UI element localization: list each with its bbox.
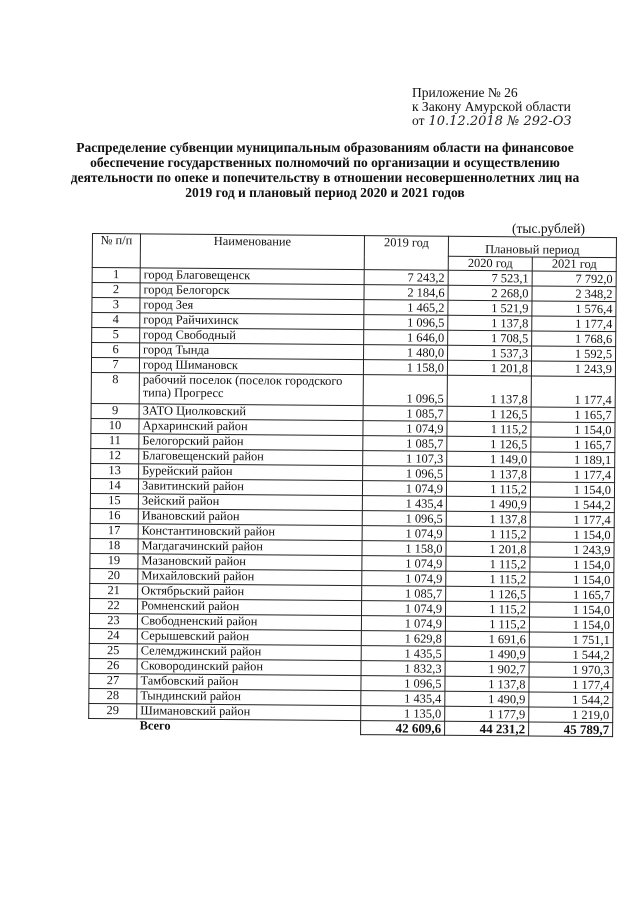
row-value-2020: 1 490,9	[446, 496, 530, 512]
row-value-2021: 1 154,0	[530, 572, 614, 588]
row-number: 28	[89, 688, 137, 703]
row-name: Шимановский район	[137, 704, 361, 721]
row-value-2021: 1 177,4	[529, 677, 613, 693]
row-value-2021: 1 154,0	[529, 602, 613, 618]
row-number: 22	[90, 598, 138, 613]
row-value-2019: 1 085,7	[363, 406, 447, 422]
row-value-2021: 1 154,0	[530, 557, 614, 573]
table-body	[89, 268, 617, 737]
row-name: Октябрьский район	[138, 584, 362, 601]
row-value-2020: 1 115,2	[446, 526, 530, 542]
row-value-2021: 1 177,4	[532, 316, 616, 332]
appendix-line-2: к Закону Амурской области	[412, 99, 571, 114]
row-value-2020: 1 126,5	[447, 406, 531, 422]
row-name: город Шимановск	[139, 358, 363, 375]
row-name: Сковородинский район	[137, 659, 361, 676]
row-value-2019: 1 074,9	[362, 481, 446, 497]
row-name: Благовещенский район	[139, 449, 363, 466]
row-value-2021: 1 154,0	[530, 482, 614, 498]
row-value-2019: 1 832,3	[361, 661, 445, 677]
row-value-2021: 1 576,4	[532, 301, 616, 317]
row-name: Селемджинский район	[137, 644, 361, 661]
subvention-table	[88, 233, 617, 737]
row-name: город Зея	[140, 298, 364, 315]
row-value-2021: 1 219,0	[529, 707, 613, 723]
handwritten-date-number: 10.12.2018 № 292-ОЗ	[428, 114, 572, 129]
row-value-2021: 2 348,2	[532, 286, 616, 302]
row-number: 4	[92, 313, 140, 328]
header-number: № п/п	[92, 234, 140, 268]
row-value-2019: 1 096,5	[362, 511, 446, 527]
total-row	[89, 718, 613, 736]
row-value-2021: 1 189,1	[531, 452, 615, 468]
row-number: 7	[91, 358, 139, 373]
appendix-note	[412, 86, 571, 129]
row-name: Белогорский район	[139, 434, 363, 451]
appendix-prefix: от	[412, 113, 425, 128]
total-value-2021: 45 789,7	[529, 722, 613, 737]
appendix-line-3	[412, 114, 571, 129]
row-value-2019: 1 074,9	[362, 571, 446, 587]
row-value-2020: 1 149,0	[447, 451, 531, 467]
total-empty-cell	[89, 718, 137, 732]
row-value-2020: 1 115,2	[446, 571, 530, 587]
row-number: 1	[92, 268, 140, 283]
row-name: Серышевский район	[137, 629, 361, 646]
row-number: 11	[91, 433, 139, 448]
row-number: 20	[90, 568, 138, 583]
row-number: 16	[90, 508, 138, 523]
row-value-2020: 1 537,3	[448, 345, 532, 361]
total-label: Всего	[137, 719, 361, 735]
row-name: Михайловский район	[138, 569, 362, 586]
units-label: (тыс.рублей)	[512, 221, 585, 236]
row-value-2019: 1 096,5	[361, 676, 445, 692]
row-value-2021: 1 177,4	[530, 512, 614, 528]
header-2021: 2021 год	[532, 257, 616, 272]
row-value-2019: 1 085,7	[363, 436, 447, 452]
row-number: 9	[91, 403, 139, 418]
row-name: Ромненский район	[138, 599, 362, 616]
row-value-2019: 1 646,0	[364, 330, 448, 346]
row-number: 24	[89, 628, 137, 643]
row-value-2019: 1 629,8	[361, 631, 445, 647]
row-value-2021: 1 592,5	[532, 346, 616, 362]
row-number: 13	[91, 463, 139, 478]
row-value-2020: 7 523,1	[448, 270, 532, 286]
row-value-2021: 1 154,0	[530, 527, 614, 543]
row-value-2020: 1 115,2	[447, 421, 531, 437]
row-name: Свободненский район	[137, 614, 361, 631]
row-name: город Тында	[140, 343, 364, 360]
row-value-2021: 1 165,7	[530, 587, 614, 603]
row-number: 29	[89, 703, 137, 718]
row-name: Мазановский район	[138, 554, 362, 571]
row-value-2019: 1 158,0	[363, 360, 447, 376]
row-value-2020: 1 137,8	[448, 315, 532, 331]
row-value-2021: 1 154,0	[531, 422, 615, 438]
row-value-2021: 1 243,9	[531, 361, 615, 377]
row-name: город Свободный	[140, 328, 364, 345]
row-value-2021: 1 544,2	[529, 692, 613, 708]
row-name: город Райчихинск	[140, 313, 364, 330]
document-title: Распределение субвенции муниципальным образованиям области на финансовое обеспечение государственных полномочий по организации и осуществлению деятельности по опеке и попечительству в отношении несовершеннолетних лиц на 2019 год и плановый период 2020 и 2021 годов	[70, 140, 580, 200]
row-value-2019: 1 096,5	[363, 466, 447, 482]
row-value-2019: 1 435,5	[361, 646, 445, 662]
row-value-2020: 1 137,8	[447, 466, 531, 482]
row-number: 3	[92, 298, 140, 313]
row-value-2020: 1 115,2	[446, 556, 530, 572]
row-value-2021: 1 165,7	[531, 407, 615, 423]
row-value-2021: 1 165,7	[531, 437, 615, 453]
row-value-2020: 1 521,9	[448, 300, 532, 316]
row-number: 8	[91, 372, 139, 403]
row-name: рабочий поселок (поселок городского типа) Прогресс	[139, 373, 363, 406]
header-2020: 2020 год	[448, 256, 532, 271]
row-value-2021: 1 768,6	[532, 331, 616, 347]
row-name: Архаринский район	[139, 419, 363, 436]
row-number: 2	[92, 283, 140, 298]
row-value-2019: 1 074,9	[362, 556, 446, 572]
row-number: 12	[91, 448, 139, 463]
row-name: Тамбовский район	[137, 674, 361, 691]
row-value-2021: 1 970,3	[529, 662, 613, 678]
row-value-2020: 1 490,9	[445, 646, 529, 662]
row-value-2019: 1 074,9	[361, 616, 445, 632]
row-value-2019: 1 107,3	[363, 451, 447, 467]
row-value-2019: 7 243,2	[364, 270, 448, 286]
row-value-2020: 1 490,9	[445, 691, 529, 707]
row-value-2019: 1 480,0	[364, 345, 448, 361]
header-2019: 2019 год	[364, 236, 448, 271]
row-value-2019: 1 074,9	[362, 526, 446, 542]
row-name: Завитинский район	[138, 479, 362, 496]
row-value-2019: 1 074,9	[363, 421, 447, 437]
row-value-2020: 1 126,5	[447, 436, 531, 452]
row-number: 5	[92, 328, 140, 343]
row-value-2019: 1 096,5	[363, 375, 447, 407]
row-number: 25	[89, 643, 137, 658]
row-number: 27	[89, 673, 137, 688]
row-name: город Благовещенск	[140, 268, 364, 285]
row-value-2020: 1 691,6	[445, 631, 529, 647]
row-value-2020: 1 126,5	[446, 586, 530, 602]
row-number: 18	[90, 538, 138, 553]
row-number: 26	[89, 658, 137, 673]
header-name: Наименование	[140, 234, 364, 270]
row-value-2019: 1 135,0	[361, 706, 445, 722]
row-value-2019: 1 074,9	[362, 601, 446, 617]
row-value-2019: 2 184,6	[364, 285, 448, 301]
row-number: 23	[89, 613, 137, 628]
row-value-2021: 1 154,0	[529, 617, 613, 633]
row-name: Зейский район	[138, 494, 362, 511]
row-value-2020: 1 115,2	[446, 481, 530, 497]
row-value-2020: 1 201,8	[446, 541, 530, 557]
table-row	[91, 372, 615, 407]
row-number: 19	[90, 553, 138, 568]
row-value-2019: 1 096,5	[364, 315, 448, 331]
row-number: 21	[90, 583, 138, 598]
row-value-2020: 1 137,8	[445, 676, 529, 692]
header-planned-period: Плановый период	[448, 236, 616, 257]
row-number: 15	[90, 493, 138, 508]
row-value-2021: 1 177,4	[531, 467, 615, 483]
row-value-2020: 1 137,8	[446, 511, 530, 527]
row-number: 10	[91, 418, 139, 433]
row-value-2021: 1 544,2	[529, 647, 613, 663]
row-value-2019: 1 465,2	[364, 300, 448, 316]
row-value-2020: 2 268,0	[448, 285, 532, 301]
row-name: Ивановский район	[138, 509, 362, 526]
row-value-2020: 1 902,7	[445, 661, 529, 677]
row-value-2020: 1 708,5	[448, 330, 532, 346]
row-value-2021: 7 792,0	[532, 271, 616, 287]
row-name: Константиновский район	[138, 524, 362, 541]
row-name: Магдагачинский район	[138, 539, 362, 556]
row-value-2021: 1 751,1	[529, 632, 613, 648]
total-value-2019: 42 609,6	[361, 721, 445, 736]
row-value-2020: 1 115,2	[445, 616, 529, 632]
row-name: ЗАТО Циолковский	[139, 404, 363, 421]
row-value-2019: 1 435,4	[362, 496, 446, 512]
row-name: Бурейский район	[139, 464, 363, 481]
appendix-line-1: Приложение № 26	[412, 85, 518, 100]
row-name: город Белогорск	[140, 283, 364, 300]
row-value-2020: 1 115,2	[446, 601, 530, 617]
row-value-2019: 1 158,0	[362, 541, 446, 557]
row-value-2019: 1 435,4	[361, 691, 445, 707]
row-value-2020: 1 201,8	[447, 360, 531, 376]
row-value-2020: 1 177,9	[445, 706, 529, 722]
row-value-2020: 1 137,8	[447, 375, 531, 407]
row-number: 17	[90, 523, 138, 538]
row-number: 6	[92, 343, 140, 358]
total-value-2020: 44 231,2	[445, 721, 529, 736]
row-value-2021: 1 243,9	[530, 542, 614, 558]
row-value-2019: 1 085,7	[362, 586, 446, 602]
row-value-2021: 1 544,2	[530, 497, 614, 513]
row-number: 14	[90, 478, 138, 493]
row-value-2021: 1 177,4	[531, 376, 615, 408]
row-name: Тындинский район	[137, 689, 361, 706]
